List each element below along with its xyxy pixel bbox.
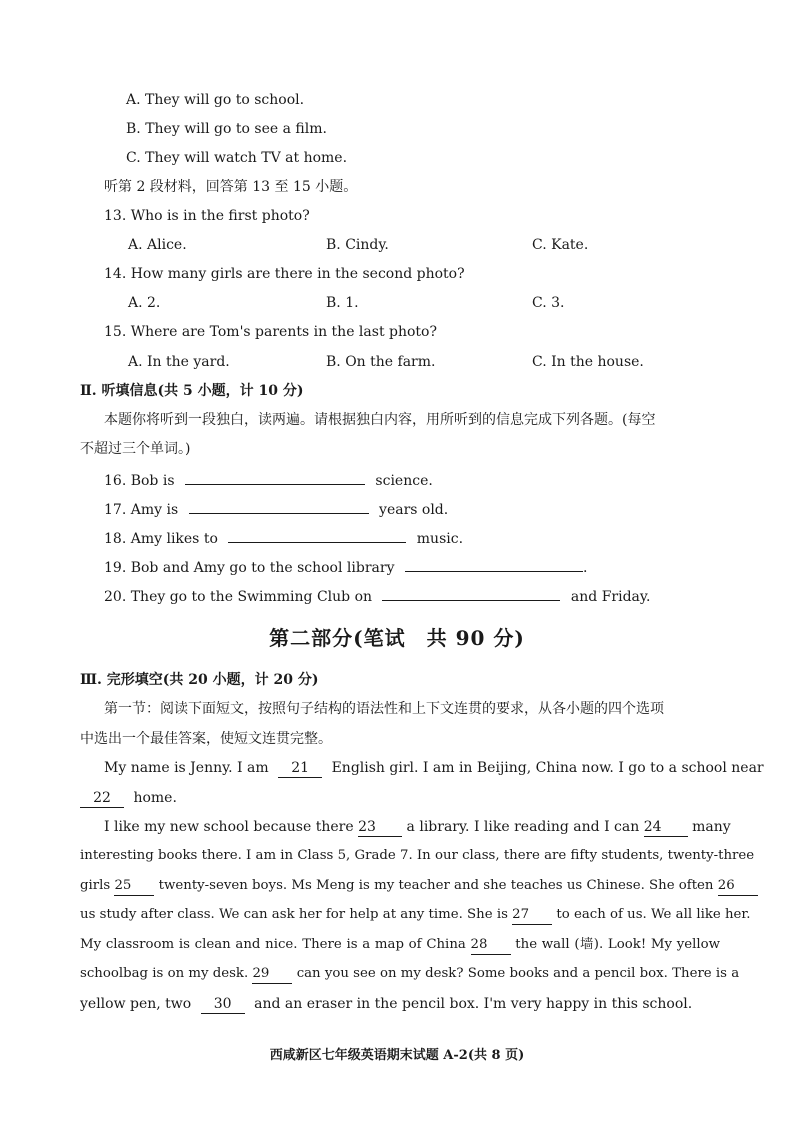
q20-before: 20. They go to the Swimming Club on	[104, 589, 373, 605]
q20	[104, 585, 650, 607]
q13-option-b: B. Cindy.	[326, 237, 389, 253]
q12-option-a: A. They will go to school.	[126, 92, 305, 108]
q18-after: music.	[416, 531, 464, 547]
blank-30[interactable]: 30	[201, 995, 245, 1014]
passage-text: and an eraser in the pencil box. I'm very happy in this school.	[254, 996, 693, 1012]
q12-option-c: C. They will watch TV at home.	[126, 150, 348, 166]
q15-option-c: C. In the house.	[532, 354, 644, 370]
passage-text: us study after class. We can ask her for help at any time. She is	[80, 907, 508, 922]
passage-line-3	[80, 817, 731, 837]
passage-text: home.	[133, 790, 177, 806]
q13-option-a: A. Alice.	[128, 237, 187, 253]
passage-line-4: interesting books there. I am in Class 5, Grade 7. In our class, there are fifty students, twenty-three	[80, 848, 755, 863]
q17	[104, 498, 448, 520]
q16-answer-blank[interactable]	[185, 469, 365, 485]
q15-option-a: A. In the yard.	[128, 354, 230, 370]
passage-text: twenty-seven boys. Ms Meng is my teacher and she teaches us Chinese. She often	[158, 878, 714, 893]
q16-before: 16. Bob is	[104, 473, 175, 489]
blank-25[interactable]: 25	[114, 877, 154, 896]
section2-heading: Ⅱ. 听填信息(共 5 小题，计 10 分)	[80, 383, 304, 399]
section3-instruction-line1: 第一节：阅读下面短文，按照句子结构的语法性和上下文连贯的要求，从各小题的四个选项	[104, 701, 664, 717]
section2-instruction-line1: 本题你将听到一段独白，读两遍。请根据独白内容，用所听到的信息完成下列各题。(每空	[104, 412, 656, 428]
passage-text: a library. I like reading and I can	[406, 819, 640, 835]
q14-stem: 14. How many girls are there in the second photo?	[104, 266, 465, 282]
passage-text: My name is Jenny. I am	[104, 760, 269, 776]
q20-answer-blank[interactable]	[382, 585, 560, 601]
blank-22[interactable]: 22	[80, 789, 124, 808]
passage-text: to each of us. We all like her.	[556, 907, 751, 922]
passage-line-9	[80, 994, 692, 1014]
blank-27[interactable]: 27	[512, 906, 552, 925]
q19-answer-blank[interactable]	[405, 556, 583, 572]
blank-26[interactable]: 26	[718, 877, 758, 896]
q17-after: years old.	[379, 502, 449, 518]
q15-stem: 15. Where are Tom's parents in the last photo?	[104, 324, 437, 340]
section3-instruction-line2: 中选出一个最佳答案，使短文连贯完整。	[80, 731, 332, 747]
passage-text: My classroom is clean and nice. There is a map of China	[80, 937, 466, 952]
passage-line-7	[80, 935, 720, 955]
q14-option-c: C. 3.	[532, 295, 565, 311]
q18-answer-blank[interactable]	[228, 527, 406, 543]
passage-text: girls	[80, 878, 111, 893]
passage-text: yellow pen, two	[80, 996, 192, 1012]
passage-line-6	[80, 905, 751, 925]
material2-instruction: 听第 2 段材料，回答第 13 至 15 小题。	[104, 179, 358, 195]
q18-before: 18. Amy likes to	[104, 531, 218, 547]
q15-option-b: B. On the farm.	[326, 354, 436, 370]
passage-text: the wall (墙). Look! My yellow	[515, 937, 721, 952]
q19-after: .	[582, 560, 588, 576]
q13-option-c: C. Kate.	[532, 237, 589, 253]
blank-23[interactable]: 23	[358, 818, 402, 837]
blank-29[interactable]: 29	[252, 965, 292, 984]
q20-after: and Friday.	[570, 589, 651, 605]
blank-24[interactable]: 24	[644, 818, 688, 837]
part2-title: 第二部分(笔试 共 90 分)	[269, 626, 525, 650]
passage-text: I like my new school because there	[104, 819, 354, 835]
q14-option-b: B. 1.	[326, 295, 359, 311]
q17-answer-blank[interactable]	[189, 498, 369, 514]
passage-line-1	[104, 758, 764, 778]
passage-text: many	[692, 819, 731, 835]
passage-text: English girl. I am in Beijing, China now. I go to a school near	[331, 760, 764, 776]
q12-option-b: B. They will go to see a film.	[126, 121, 327, 137]
q16	[104, 469, 433, 491]
q16-after: science.	[375, 473, 433, 489]
q19-before: 19. Bob and Amy go to the school library	[104, 560, 395, 576]
section3-heading: Ⅲ. 完形填空(共 20 小题，计 20 分)	[80, 672, 319, 688]
q18	[104, 527, 463, 549]
q19	[104, 556, 587, 578]
passage-text: can you see on my desk? Some books and a pencil box. There is a	[296, 966, 740, 981]
q14-option-a: A. 2.	[128, 295, 161, 311]
q17-before: 17. Amy is	[104, 502, 179, 518]
passage-line-5	[80, 876, 735, 896]
page-footer: 西咸新区七年级英语期末试题 A-2(共 8 页)	[269, 1048, 525, 1063]
passage-text: schoolbag is on my desk.	[80, 966, 249, 981]
section2-instruction-line2: 不超过三个单词。)	[80, 441, 191, 457]
blank-21[interactable]: 21	[278, 759, 322, 778]
blank-28[interactable]: 28	[471, 936, 511, 955]
q13-stem: 13. Who is in the first photo?	[104, 208, 310, 224]
passage-line-2	[80, 788, 177, 808]
passage-line-8	[80, 964, 740, 984]
